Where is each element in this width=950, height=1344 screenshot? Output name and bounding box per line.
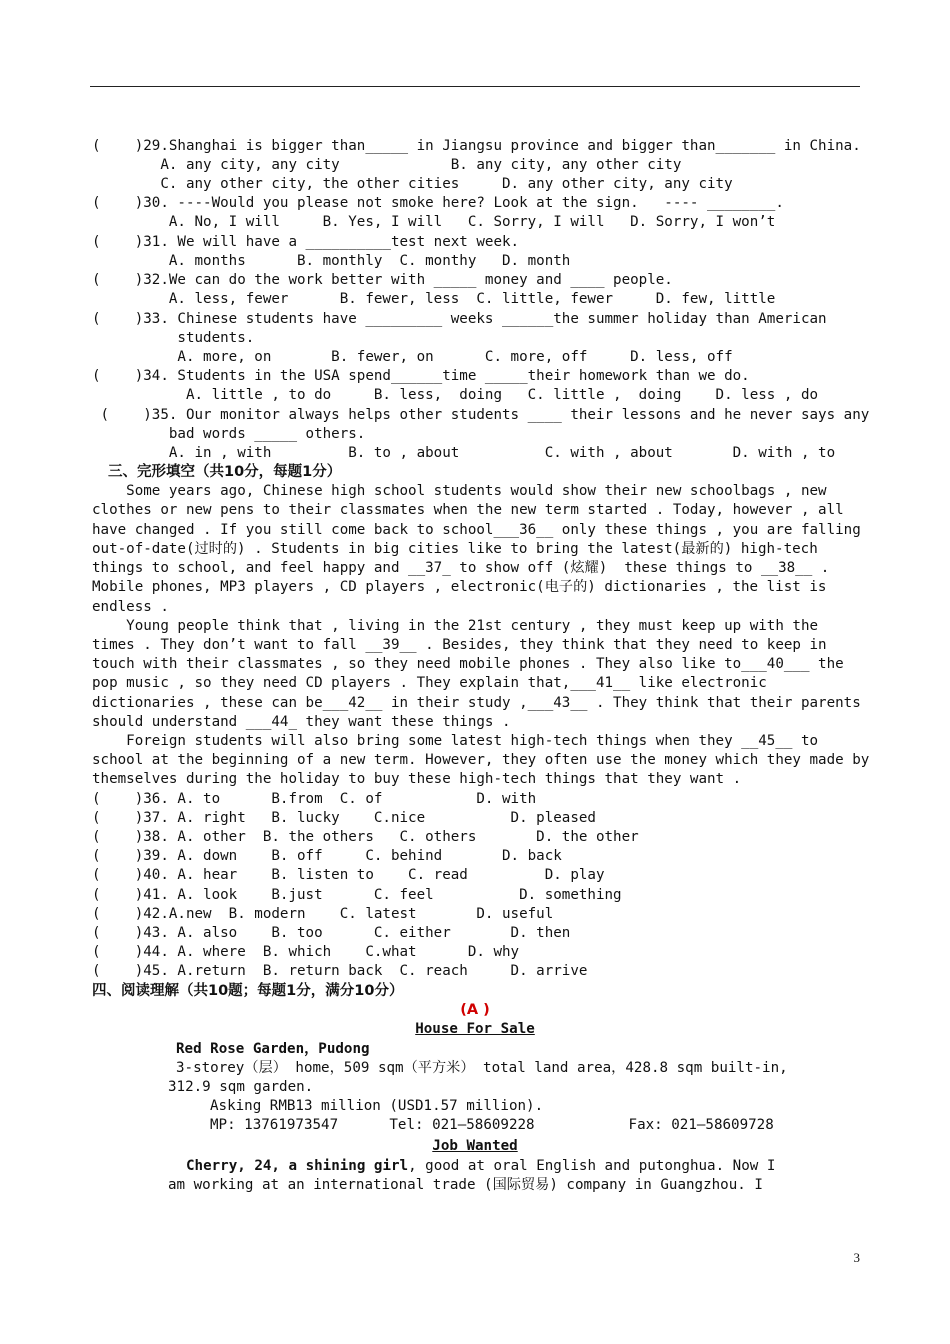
passage-line: dictionaries , these can be___42__ in their study ,___43__ . They think that their parents [92,695,861,711]
question-line: bad words _____ others. [92,426,366,442]
option-line: ( )45. A.return B. return back C. reach D. arrive [92,963,588,979]
question-line: A. any city, any city B. any city, any other city [92,157,682,173]
option-line: ( )36. A. to B.from C. of D. with [92,791,537,807]
option-line: ( )44. A. where B. which C.what D. why [92,944,520,960]
question-line: ( )29.Shanghai is bigger than_____ in Jiangsu province and bigger than_______ in China. [92,138,861,154]
house-line: Asking RMB13 million (USD1.57 million). [210,1098,544,1114]
passage-line: Young people think that , living in the 21st century , they must keep up with the [92,618,819,634]
passage-line: touch with their classmates , so they need mobile phones . They also like to___40___ the [92,656,844,672]
option-line: ( )37. A. right B. lucky C.nice D. pleased [92,810,596,826]
question-line: A. less, fewer B. fewer, less C. little, fewer D. few, little [92,291,776,307]
passage-line: endless . [92,599,169,615]
question-line: ( )33. Chinese students have _________ weeks ______the summer holiday than American [92,311,827,327]
passage-line: pop music , so they need CD players . They explain that,___41__ like electronic [92,675,767,691]
passage-line: should understand ___44_ they want these things . [92,714,511,730]
option-line: ( )43. A. also B. too C. either D. then [92,925,571,941]
job-line-1 [186,1157,775,1176]
section-4-title: 四、阅读理解（共10题；每题1分，满分10分） [92,983,404,999]
passage-line: times . They don’t want to fall __39__ . Besides, they think that they need to keep in [92,637,827,653]
house-line: 3-storey（层） home，509 sqm（平方米） total land area，428.8 sqm built-in, [176,1060,788,1076]
option-line: ( )40. A. hear B. listen to C. read D. play [92,867,605,883]
question-line: ( )34. Students in the USA spend______time _____their homework than we do. [92,368,750,384]
passage-line: things to school, and feel happy and __37_ to show off (炫耀) these things to __38__ . [92,560,830,576]
question-line: C. any other city, the other cities D. any other city, any city [92,176,733,192]
question-line: ( )31. We will have a __________test next week. [92,234,520,250]
house-line: 312.9 sqm garden. [168,1079,314,1095]
option-line: ( )38. A. other B. the others C. others D. the other [92,829,639,845]
option-line: ( )42.A.new B. modern C. latest D. useful [92,906,554,922]
question-line: ( )35. Our monitor always helps other students ____ their lessons and he never says any [92,407,870,423]
passage-line: Foreign students will also bring some latest high-tech things when they __45__ to [92,733,819,749]
passage-line: school at the beginning of a new term. However, they often use the money which they made by [92,752,870,768]
passage-line: Some years ago, Chinese high school students would show their new schoolbags , new [92,483,827,499]
question-line: A. months B. monthly C. monthy D. month [92,253,571,269]
header-rule [90,86,860,87]
page-number: 3 [853,1250,860,1265]
question-line: ( )32.We can do the work better with _____ money and ____ people. [92,272,673,288]
job-line-2: am working at an international trade (国际贸易) company in Guangzhou. I [168,1177,763,1193]
question-line: A. more, on B. fewer, on C. more, off D. less, off [92,349,733,365]
option-line: ( )39. A. down B. off C. behind D. back [92,848,562,864]
passage-line: Mobile phones, MP3 players , CD players , electronic(电子的) dictionaries , the list is [92,579,827,595]
house-contact-line: MP: 13761973547 Tel: 021—58609228 Fax: 021—58609728 [210,1117,774,1133]
option-line: ( )41. A. look B.just C. feel D. something [92,887,622,903]
job-wanted-title: Job Wanted [432,1138,518,1154]
job-applicant-name: Cherry, 24, a shining girl [186,1158,409,1174]
passage-line: themselves during the holiday to buy these high-tech things that they want . [92,771,742,787]
part-a-label: (A ) [460,1002,490,1018]
passage-line: clothes or new pens to their classmates when the new term started . Today, however , all [92,502,844,518]
house-name: Red Rose Garden，Pudong [176,1041,370,1057]
question-line: A. No, I will B. Yes, I will C. Sorry, I will D. Sorry, I won’t [92,214,776,230]
section-3-title: 三、完形填空（共10分，每题1分） [108,464,342,480]
passage-line: have changed . If you still come back to school___36__ only these things , you are falling [92,522,861,538]
question-line: A. in , with B. to , about C. with , about D. with , to [92,445,836,461]
passage-line: out-of-date(过时的) . Students in big cities like to bring the latest(最新的) high-tech [92,541,818,557]
question-line: ( )30. ----Would you please not smoke here? Look at the sign. ---- ________. [92,195,784,211]
house-for-sale-title: House For Sale [415,1021,535,1037]
question-line: A. little , to do B. less, doing C. little , doing D. less , do [92,387,819,403]
question-line: students. [92,330,255,346]
job-line-1-rest: , good at oral English and putonghua. Now I [408,1158,776,1174]
